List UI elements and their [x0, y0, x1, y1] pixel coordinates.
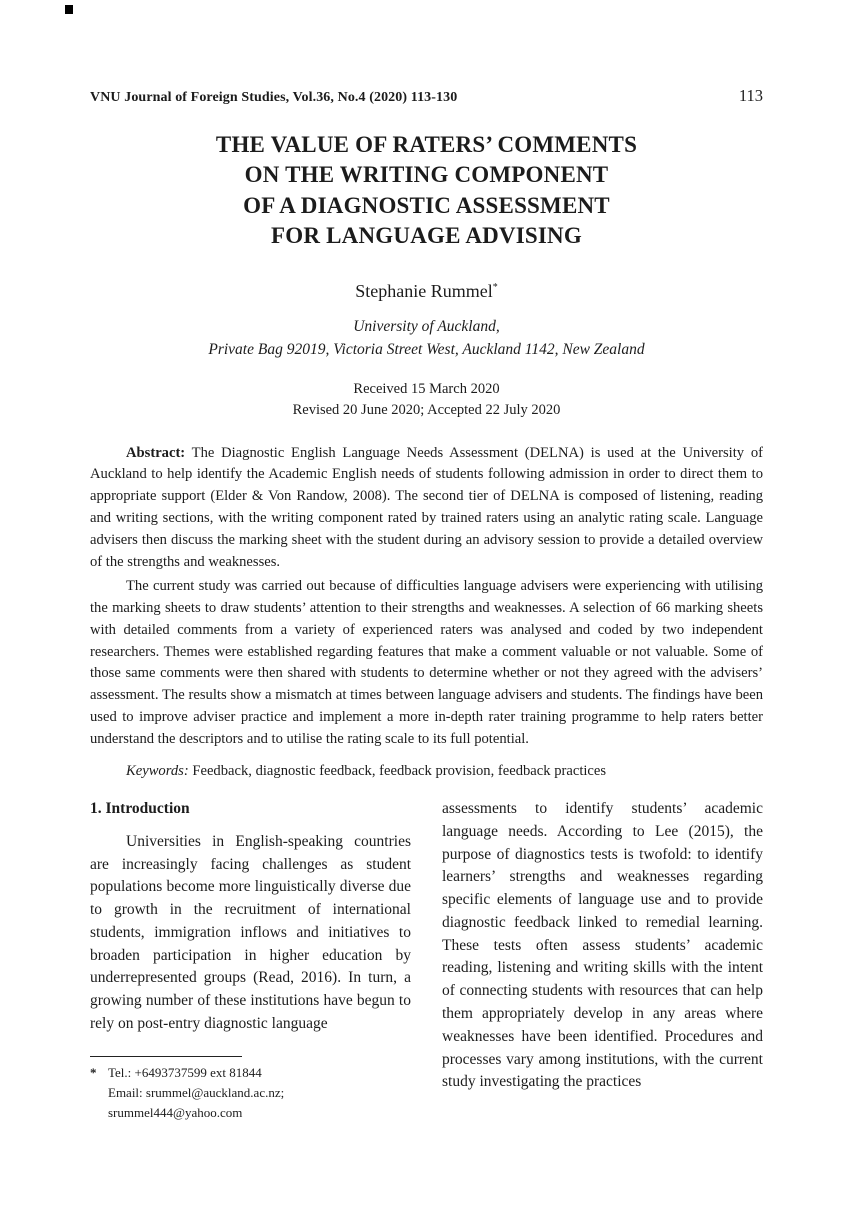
left-column: [90, 798, 411, 1123]
author-footnote-marker: *: [492, 282, 498, 294]
footnote-email-line: [90, 1083, 411, 1123]
paper-title: [90, 130, 763, 251]
affiliation-line-1: University of Auckland,: [353, 318, 500, 336]
keywords-line: [90, 763, 763, 780]
abstract-section: [90, 443, 763, 751]
scan-artifact: [65, 5, 73, 14]
article-dates: [90, 379, 763, 420]
affiliation-line-2: Private Bag 92019, Victoria Street West, Auckland 1142, New Zealand: [208, 340, 645, 358]
title-line-2: ON THE WRITING COMPONENT: [244, 162, 609, 188]
section-heading-introduction: 1. Introduction: [90, 800, 190, 817]
page-number: 113: [738, 86, 763, 105]
introduction-paragraph-right: assessments to identify students’ academic language needs. According to Lee (2015), the purpose of diagnostics tests is twofold: to identify learners’ strengths and weaknesses regarding specific elements of language use and to provide diagnostic feedback linked to remedial learning. These tests often assess students’ academic reading, listening and writing skills with the intent of connecting students with resources that can help them appropriately develop in any areas where weaknesses have been identified. Procedures and processes vary among institutions, with the current study investigating the practices: [442, 800, 763, 1091]
keywords-text: Feedback, diagnostic feedback, feedback provision, feedback practices: [188, 763, 607, 779]
journal-info: VNU Journal of Foreign Studies, Vol.36, No.4 (2020) 113-130: [90, 90, 458, 105]
page-header: [90, 86, 763, 106]
keywords-label: Keywords:: [126, 763, 189, 779]
revised-accepted-date: Revised 20 June 2020; Accepted 22 July 2020: [292, 401, 561, 418]
title-line-1: THE VALUE OF RATERS’ COMMENTS: [215, 132, 638, 157]
introduction-paragraph-left: Universities in English-speaking countries are increasingly facing challenges as student populations become more linguistically diverse due to growth in the recruitment of international students, immigration inflows and initiatives to broaden participation in higher education by underrepresented groups (Read, 2016). In turn, a growing number of these institutions have begun to rely on post-entry diagnostic language: [90, 832, 411, 1033]
abstract-paragraph-2: [90, 576, 763, 751]
author-line: [90, 281, 763, 302]
two-column-body: [90, 798, 763, 1123]
title-line-4: FOR LANGUAGE ADVISING: [271, 223, 582, 249]
footnote: [90, 1056, 411, 1123]
footnote-marker: *: [90, 1064, 97, 1080]
author-name: Stephanie Rummel: [355, 281, 493, 302]
right-column: [442, 798, 763, 1123]
abstract-paragraph-1-text: The Diagnostic English Language Needs Assessment (DELNA) is used at the University of Auckland to help identify the Academic English needs of students following admission in order to direct them to appropriate support (Elder & Von Randow, 2008). The second tier of DELNA is composed of listening, reading and writing sections, with the writing component rated by trained raters using an analytic rating scale. Language advisers then discuss the marking sheet with the student during an advisory session to provide a detailed overview of the strengths and weaknesses.: [90, 444, 763, 570]
abstract-label: Abstract:: [126, 444, 186, 461]
footnote-divider: [90, 1056, 242, 1057]
footnote-tel-line: [90, 1063, 411, 1083]
abstract-paragraph-1: [90, 443, 763, 574]
footnote-tel: Tel.: +6493737599 ext 81844: [108, 1064, 262, 1080]
affiliation: [90, 316, 763, 361]
received-date: Received 15 March 2020: [353, 381, 500, 398]
abstract-paragraph-2-text: The current study was carried out because of difficulties language advisers were experiencing with utilising the marking sheets to draw students’ attention to their strengths and weaknesses. A selection of 66 marking sheets with detailed comments from a variety of experienced raters was analysed and coded by two independent researchers. Themes were established regarding features that make a comment valuable or not valuable. Some of those same comments were then shared with students to determine whether or not they agreed with the advisers’ assessment. The results show a mismatch at times between language advisers and students. The findings have been used to improve adviser practice and implement a more in-depth rater training programme to help raters better understand the descriptors and to utilise the rating scale to its full potential.: [90, 577, 763, 748]
footnote-email: Email: srummel@auckland.ac.nz; srummel444@yahoo.com: [108, 1084, 285, 1121]
title-line-3: OF A DIAGNOSTIC ASSESSMENT: [243, 192, 610, 218]
